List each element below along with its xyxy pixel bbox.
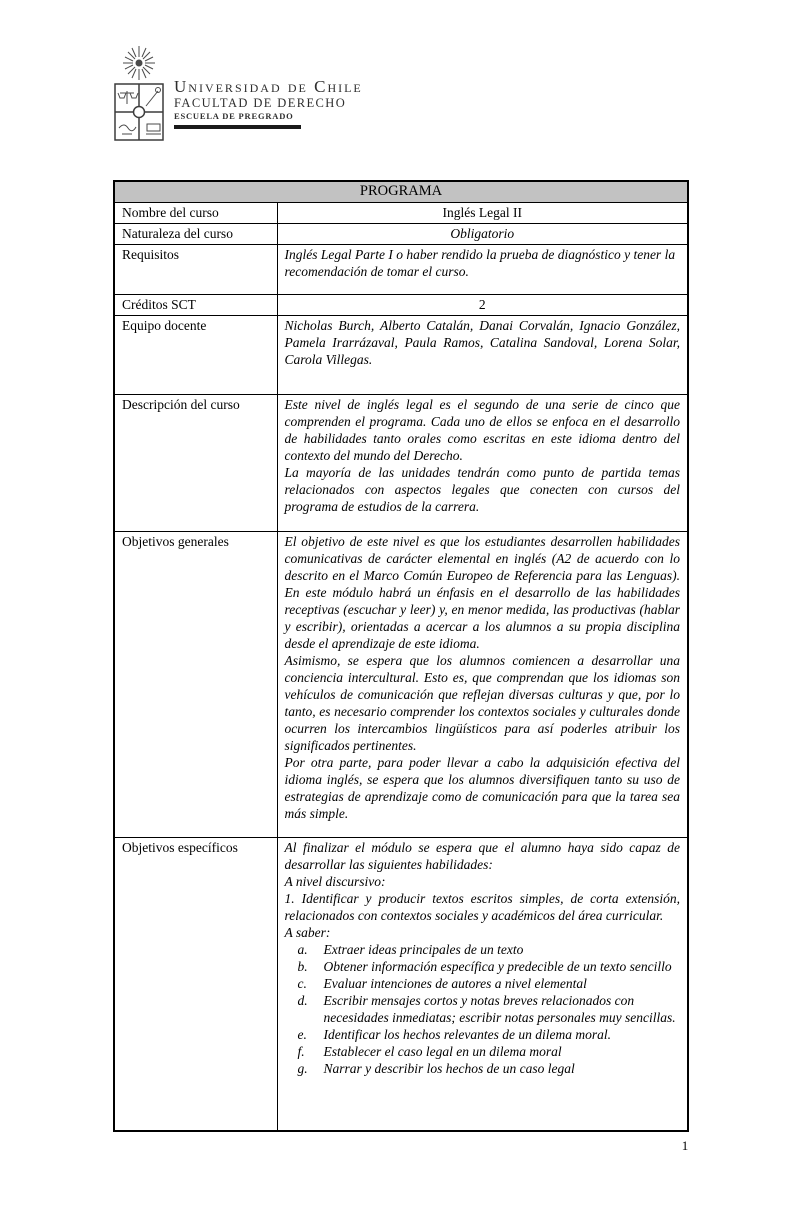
university-crest-logo [110, 44, 168, 148]
list-item: d. Escribir mensajes cortos y notas breves relacionados con necesidades inmediatas; escribir notas personales muy sencillas. [297, 993, 676, 1025]
table-title: PROGRAMA [114, 181, 688, 203]
list-item: g. Narrar y describir los hechos de un caso legal [297, 1061, 575, 1076]
table-row [114, 395, 688, 532]
specific-objectives-paragraph: A saber: [284, 925, 331, 940]
list-item: c. Evaluar intenciones de autores a nivel elemental [297, 976, 587, 991]
general-objectives-value [277, 532, 688, 838]
table-row [114, 295, 688, 316]
teaching-team-value: Nicholas Burch, Alberto Catalán, Danai Corvalán, Ignacio González, Pamela Irarrázaval, Paula Ramos, Catalina Sandoval, Lorena Solar, Carola Villegas. [277, 316, 688, 395]
scales-icon [118, 91, 138, 104]
credits-value: 2 [277, 295, 688, 316]
table-row [114, 532, 688, 838]
list-item: a. Extraer ideas principales de un texto [297, 942, 524, 957]
condor-icon [119, 125, 136, 134]
general-objectives-paragraph: El objetivo de este nivel es que los estudiantes desarrollen habilidades comunicativas de carácter elemental en inglés (A2 de acuerdo con lo descrito en el Marco Común Europeo de Referencia para las Lenguas). En este módulo habrá un énfasis en el desarrollo de las habilidades receptivas (escuchar y leer) y, en menor medida, las productivas (hablar y escribir), orientadas a acercar a los alumnos a su propia disciplina desde el aprendizaje de este idioma. [284, 534, 680, 651]
letterhead-divider-bar [174, 125, 301, 129]
row-label-naturaleza: Naturaleza del curso [114, 224, 277, 245]
page-number: 1 [681, 1138, 689, 1153]
faculty-name: FACULTAD DE DERECHO [174, 96, 347, 110]
table-row [114, 838, 688, 1132]
university-name: Universidad de Chile [174, 77, 363, 96]
row-label-objetivos-especificos: Objetivos específicos [114, 838, 277, 1132]
row-label-equipo: Equipo docente [114, 316, 277, 395]
row-label-objetivos-generales: Objetivos generales [114, 532, 277, 838]
table-row [114, 203, 688, 224]
skills-list [285, 941, 681, 1077]
description-paragraph: Este nivel de inglés legal es el segundo de una serie de cinco que comprenden el programa. Cada uno de ellos se enfoca en el desarrollo de habilidades tanto orales como escritas en este idioma dentro del contexto del mundo del Derecho. [284, 397, 680, 463]
table-title-row [114, 181, 688, 203]
program-table [113, 180, 689, 1132]
requirements-value: Inglés Legal Parte I o haber rendido la prueba de diagnóstico y tener la recomendación de tomar el curso. [277, 245, 688, 295]
table-row [114, 316, 688, 395]
specific-objectives-paragraph: Al finalizar el módulo se espera que el alumno haya sido capaz de desarrollar las siguientes habilidades: [284, 840, 680, 872]
row-label-creditos: Créditos SCT [114, 295, 277, 316]
table-row [114, 245, 688, 295]
lamp-icon [146, 124, 161, 134]
list-item: f. Establecer el caso legal en un dilema moral [297, 1044, 562, 1059]
general-objectives-paragraph: Asimismo, se espera que los alumnos comiencen a desarrollar una conciencia intercultural. Esto es, que comprendan que los idiomas son vehículos de comunicación que reflejan diversas culturas y que, por lo tanto, es necesario comprender los contextos sociales y culturales donde ocurren los intercambios lingüísticos para así poderles atribuir los significados pertinentes. [284, 653, 680, 753]
specific-objectives-value [277, 838, 688, 1132]
torch-icon [146, 88, 161, 107]
letterhead [110, 44, 363, 148]
list-item: b. Obtener información específica y predecible de un texto sencillo [297, 959, 672, 974]
course-description-value [277, 395, 688, 532]
row-label-requisitos: Requisitos [114, 245, 277, 295]
specific-objectives-paragraph: 1. Identificar y producir textos escritos simples, de corta extensión, relacionados con contextos sociales y académicos del área curricular. [284, 891, 680, 923]
list-item: e. Identificar los hechos relevantes de un dilema moral. [297, 1027, 611, 1042]
table-row [114, 224, 688, 245]
course-nature-value: Obligatorio [277, 224, 688, 245]
school-name: ESCUELA DE PREGRADO [174, 111, 294, 121]
description-paragraph: La mayoría de las unidades tendrán como punto de partida temas relacionados con aspectos legales que conecten con cursos del programa de estudios de la carrera. [284, 465, 680, 514]
course-name-value: Inglés Legal II [277, 203, 688, 224]
general-objectives-paragraph: Por otra parte, para poder llevar a cabo la adquisición efectiva del idioma inglés, se espera que los alumnos diversifiquen tanto su uso de estrategias de aprendizaje como de comunicación para que la tarea sea más simple. [284, 755, 680, 821]
row-label-nombre: Nombre del curso [114, 203, 277, 224]
letterhead-wordmark [168, 44, 363, 148]
row-label-descripcion: Descripción del curso [114, 395, 277, 532]
sunburst-icon [123, 46, 155, 80]
specific-objectives-paragraph: A nivel discursivo: [284, 874, 386, 889]
crest-center-medallion [134, 107, 145, 118]
